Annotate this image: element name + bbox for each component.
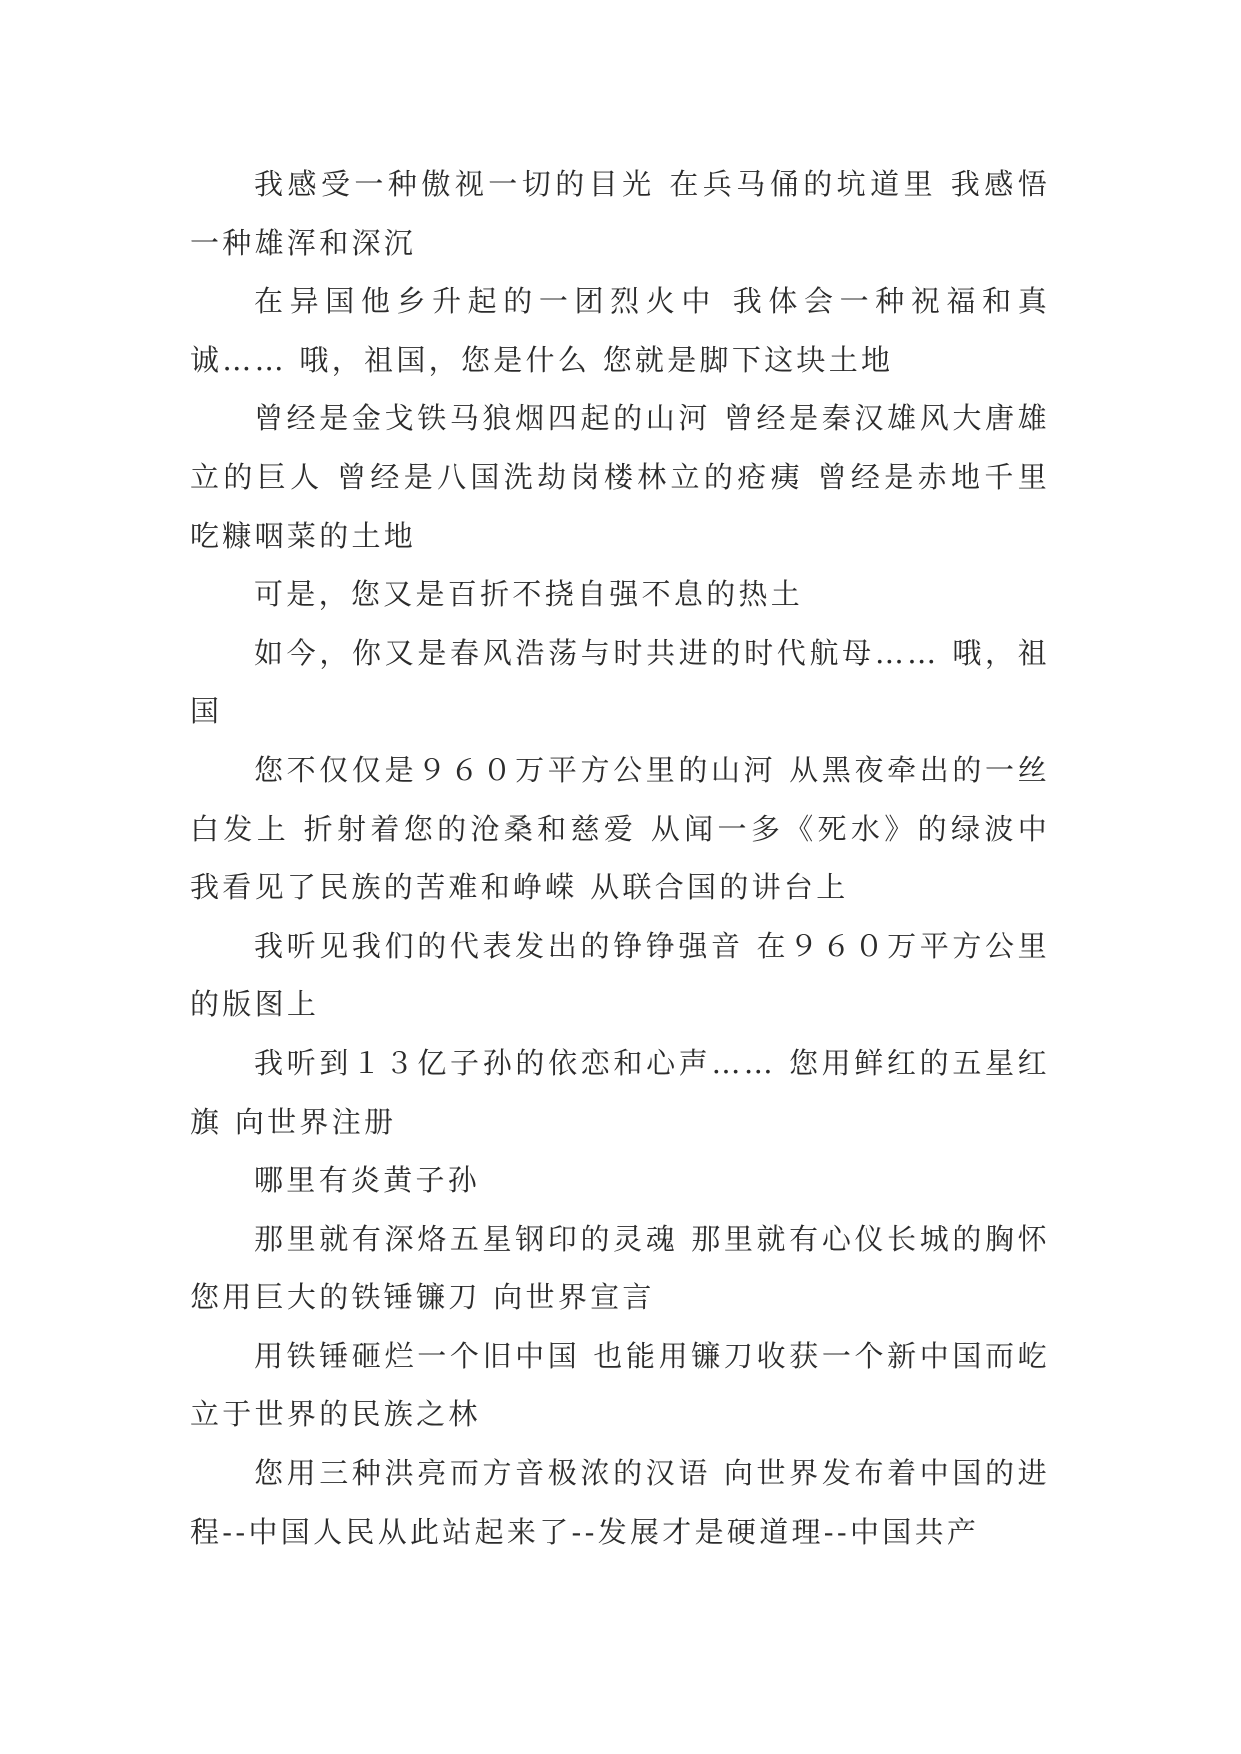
paragraph: 我感受一种傲视一切的目光 在兵马俑的坑道里 我感悟一种雄浑和深沉 (190, 167, 1050, 260)
paragraph: 可是，您又是百折不挠自强不息的热土 (254, 577, 804, 612)
paragraph: 我听到１３亿子孙的依恋和心声…… 您用鲜红的五星红旗 向世界注册 (190, 1045, 1050, 1139)
paragraph: 您不仅仅是９６０万平方公里的山河 从黑夜牵出的一丝白发上 折射着您的沧桑和慈爱 从闻一多《死水》的绿波中 我看见了民族的苦难和峥嵘 从联合国的讲台上 (190, 752, 1050, 905)
paragraph: 曾经是金戈铁马狼烟四起的山河 曾经是秦汉雄风大唐雄立的巨人 曾经是八国洗劫岗楼林立的疮痍 曾经是赤地千里吃糠咽菜的土地 (190, 401, 1050, 553)
paragraph: 哪里有炎黄子孙 (254, 1163, 481, 1198)
body-text (190, 155, 1050, 1561)
paragraph: 您用三种洪亮而方音极浓的汉语 向世界发布着中国的进程--中国人民从此站起来了--发展才是硬道理--中国共产 (190, 1456, 1050, 1549)
paragraph: 我听见我们的代表发出的铮铮强音 在９６０万平方公里的版图上 (190, 928, 1050, 1022)
paragraph: 如今，你又是春风浩荡与时共进的时代航母…… 哦，祖国 (190, 635, 1050, 729)
paragraph: 在异国他乡升起的一团烈火中 我体会一种祝福和真诚…… 哦，祖国，您是什么 您就是脚下这块土地 (190, 284, 1050, 377)
paragraph: 那里就有深烙五星钢印的灵魂 那里就有心仪长城的胸怀 您用巨大的铁锤镰刀 向世界宣言 (190, 1221, 1050, 1315)
paragraph: 用铁锤砸烂一个旧中国 也能用镰刀收获一个新中国而屹立于世界的民族之林 (190, 1338, 1050, 1432)
